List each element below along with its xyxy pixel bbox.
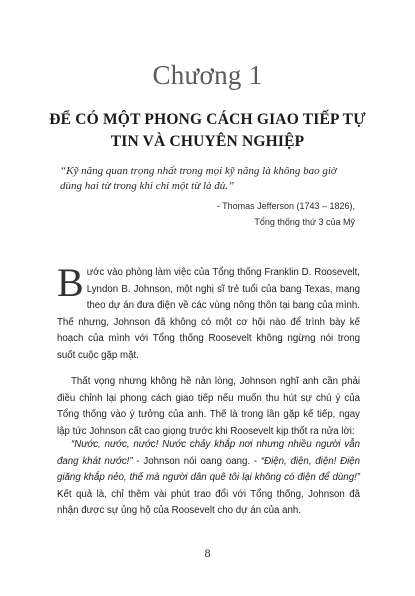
quote-electricity: “Điện, điện, điện! Điện giăng khắp nẻo, thế mà người dân quê tôi lại không có điện để dùng!” xyxy=(57,455,361,483)
paragraph-1-text: ước vào phòng làm việc của Tổng thống Franklin D. Roosevelt, Lyndon B. Johnson, một nghị sĩ trẻ tuổi của bang Texas, mang theo dự án đưa điện về các vùng nông thôn tại bang của mình. Thế nhưng, Johnson đã không có một cơ hội nào để trình bày kế hoạch của mình với Tổng thống Roosevelt không ngừng nói trong suốt cuộc gặp mặt. xyxy=(57,267,360,361)
chapter-label: Chương 1 xyxy=(152,60,263,90)
body-paragraph-3 xyxy=(57,437,360,520)
chapter-title-text: ĐỂ CÓ MỘT PHONG CÁCH GIAO TIẾP TỰ TIN VÀ CHUYÊN NGHIỆP xyxy=(49,111,366,150)
epigraph-quote: “Kỹ năng quan trọng nhất trong mọi kỹ năng là không bao giờ dùng hai từ trong khi chỉ một từ là đủ.” xyxy=(60,165,337,192)
epigraph-author: - Thomas Jefferson (1743 – 1826), xyxy=(216,201,355,211)
epigraph-author-title: Tổng thống thứ 3 của Mỹ xyxy=(254,217,355,227)
body-paragraph-2: Thất vọng nhưng không hề nản lòng, Johnson nghĩ anh cần phải điều chỉnh lại phong cách giao tiếp nếu muốn thu hút sự chú ý của Tổng thống vào ý tưởng của anh. Thế là trong lần gặp kế tiếp, ngay lập tức Johnson cất cao giọng trước khi Roosevelt kịp thốt ra nửa lời: xyxy=(57,376,360,437)
quote-water: “Nước, nước, nước! Nước chảy khắp nơi nhưng nhiều người vẫn đang khát nước!” xyxy=(57,439,360,467)
drop-cap: B xyxy=(57,260,84,305)
body-paragraph-1 xyxy=(57,260,360,364)
chapter-title xyxy=(40,109,375,153)
quote-connector: - Johnson nói oang oang. - xyxy=(132,455,261,467)
page-number: 8 xyxy=(204,546,211,560)
paragraph-3-conclusion: Kết quả là, chỉ thêm vài phút trao đổi với Tổng thống, Johnson đã nhận được sự ủng hộ của Roosevelt cho dự án của anh. xyxy=(57,488,360,516)
